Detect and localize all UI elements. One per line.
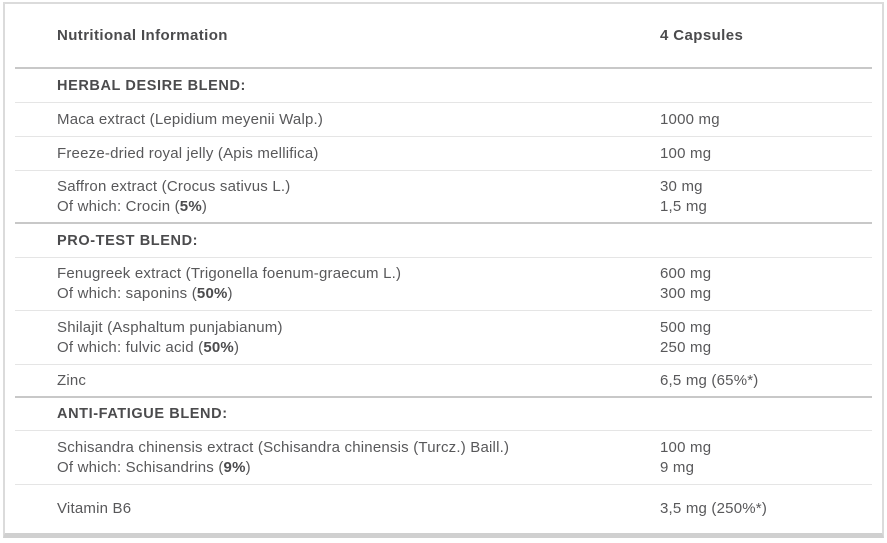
table-header-row [15,4,872,69]
ingredient-amount: 100 mg [660,144,712,162]
ingredient-subname: Of which: fulvic acid (50%) [57,338,240,356]
ingredient-name: Saffron extract (Crocus sativus L.) [57,177,291,195]
column-header-serving: 4 Capsules [660,26,744,44]
ingredient-name: Vitamin B6 [57,499,132,517]
table-row-shilajit [15,311,872,365]
table-row-fenugreek-extract [15,258,872,311]
ingredient-amount: 600 mg [660,265,712,282]
ingredient-amount: 1000 mg [660,110,720,128]
ingredient-amount: 3,5 mg (250%*) [660,499,768,517]
section-header-anti-fatigue [15,398,872,431]
column-header-nutritional-information: Nutritional Information [57,26,228,44]
ingredient-subname: Of which: saponins (50%) [57,285,233,302]
ingredient-amount: 100 mg [660,438,712,456]
table-row-zinc [15,365,872,398]
table-row-saffron-extract [15,171,872,224]
ingredient-subamount: 300 mg [660,285,712,302]
section-title: HERBAL DESIRE BLEND: [57,77,246,94]
ingredient-name: Freeze-dried royal jelly (Apis mellifica) [57,144,319,162]
table-row-royal-jelly [15,137,872,171]
ingredient-amount: 6,5 mg (65%*) [660,371,759,389]
section-header-herbal-desire [15,69,872,103]
ingredient-name: Fenugreek extract (Trigonella foenum-graecum L.) [57,265,402,282]
table-row-schisandra-extract [15,431,872,485]
ingredient-subamount: 250 mg [660,338,712,356]
nutrition-table [3,2,884,538]
ingredient-subname: Of which: Schisandrins (9%) [57,458,251,476]
ingredient-amount: 30 mg [660,177,703,195]
section-header-pro-test [15,224,872,258]
ingredient-amount: 500 mg [660,318,712,336]
table-row-vitamin-b6 [15,485,872,532]
ingredient-subamount: 9 mg [660,458,695,476]
ingredient-subname: Of which: Crocin (5%) [57,197,208,215]
ingredient-name: Zinc [57,371,87,389]
table-row-maca-extract [15,103,872,137]
ingredient-name: Shilajit (Asphaltum punjabianum) [57,318,283,336]
section-title: ANTI-FATIGUE BLEND: [57,406,228,422]
section-title: PRO-TEST BLEND: [57,232,199,249]
ingredient-name: Maca extract (Lepidium meyenii Walp.) [57,110,324,128]
ingredient-name: Schisandra chinensis extract (Schisandra chinensis (Turcz.) Baill.) [57,438,510,456]
ingredient-subamount: 1,5 mg [660,197,708,215]
